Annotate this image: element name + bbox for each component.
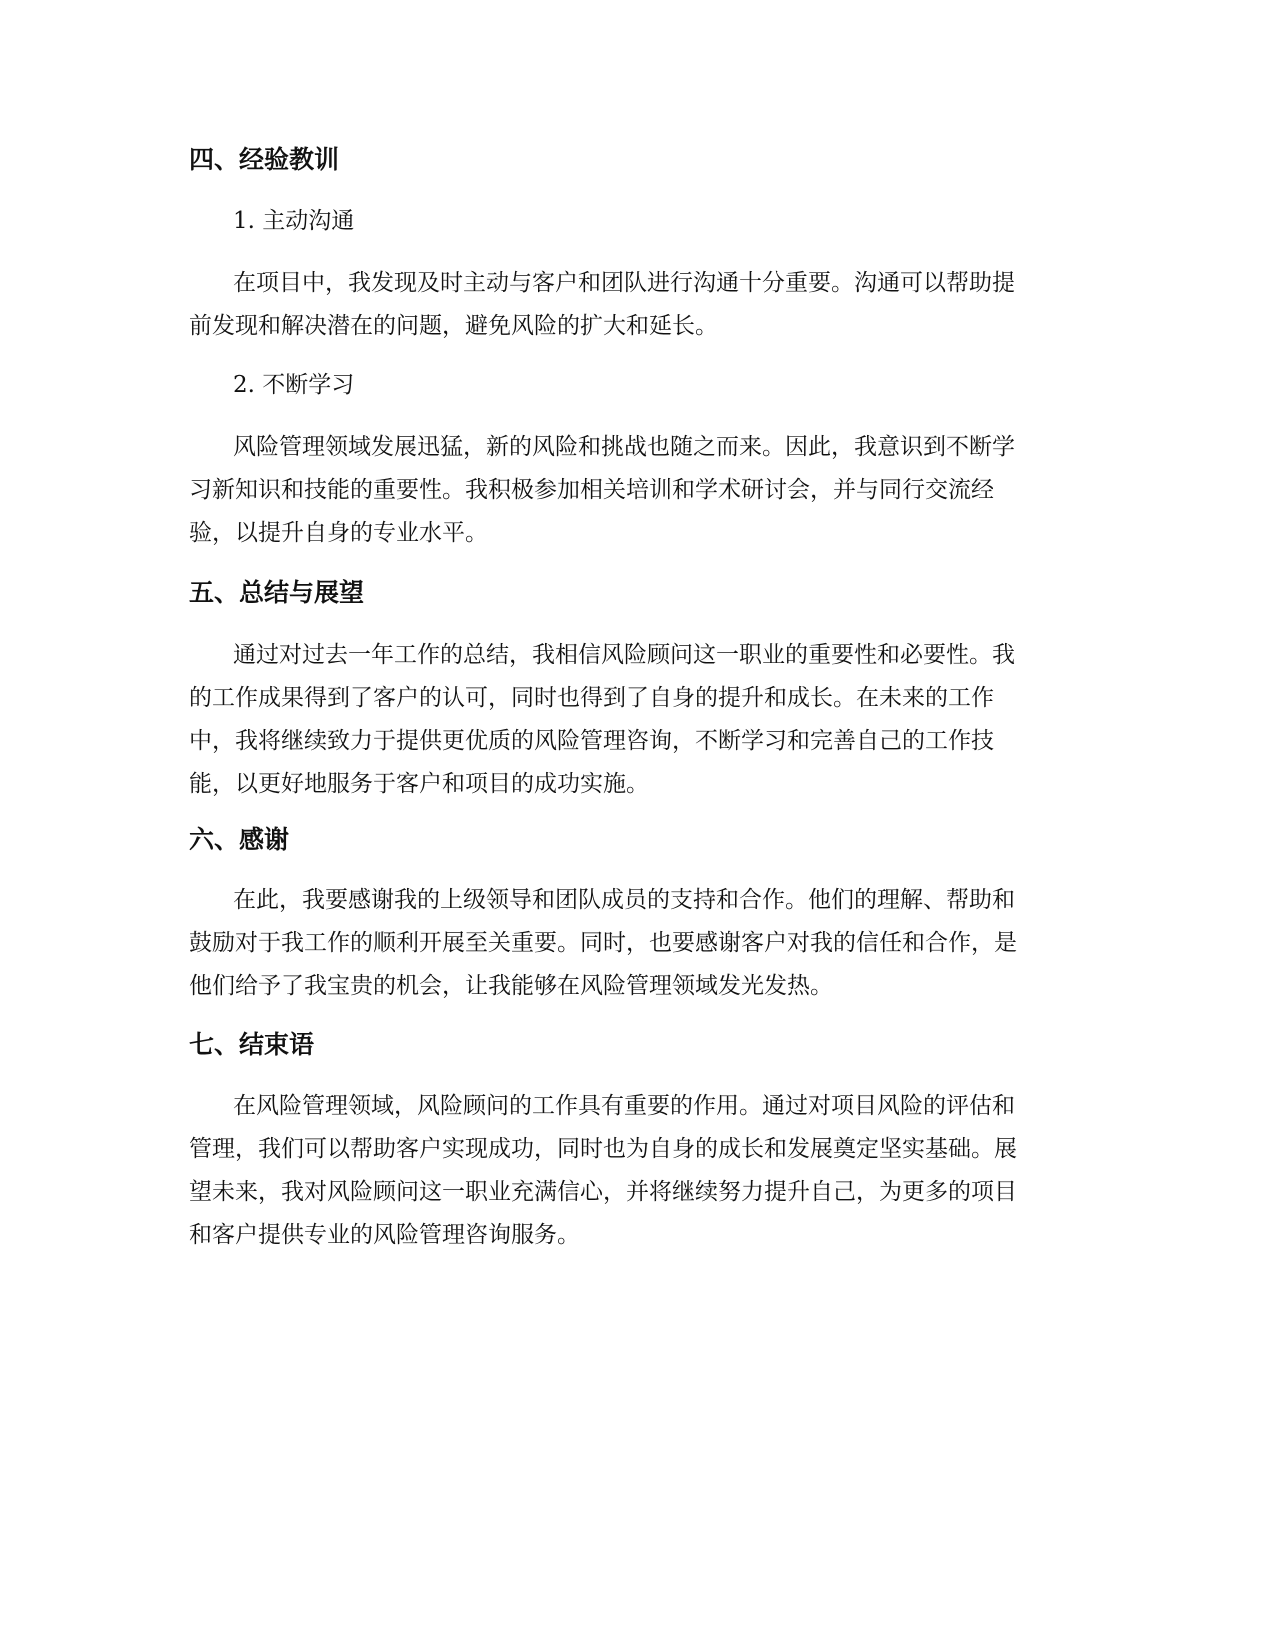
paragraph-continuous-learning <box>189 426 1089 555</box>
paragraph-line: 在此，我要感谢我的上级领导和团队成员的支持和合作。他们的理解、帮助和 <box>233 887 1015 913</box>
paragraph-line: 在项目中，我发现及时主动与客户和团队进行沟通十分重要。沟通可以帮助提 <box>233 270 1015 296</box>
paragraph-line: 望未来，我对风险顾问这一职业充满信心，并将继续努力提升自己，为更多的项目 <box>189 1179 1017 1205</box>
paragraph-proactive-communication <box>189 262 1089 348</box>
paragraph-line: 在风险管理领域，风险顾问的工作具有重要的作用。通过对项目风险的评估和 <box>233 1093 1015 1119</box>
section-heading-thanks: 六、感谢 <box>189 825 290 854</box>
paragraph-line: 管理，我们可以帮助客户实现成功，同时也为自身的成长和发展奠定坚实基础。展 <box>189 1136 1017 1162</box>
paragraph-line: 鼓励对于我工作的顺利开展至关重要。同时，也要感谢客户对我的信任和合作，是 <box>189 930 1017 956</box>
paragraph-line: 他们给予了我宝贵的机会，让我能够在风险管理领域发光发热。 <box>189 973 833 999</box>
paragraph-line: 中，我将继续致力于提供更优质的风险管理咨询，不断学习和完善自己的工作技 <box>189 728 994 754</box>
paragraph-line: 能，以更好地服务于客户和项目的成功实施。 <box>189 771 649 797</box>
subitem-continuous-learning: 2. 不断学习 <box>233 372 355 398</box>
section-heading-lessons: 四、经验教训 <box>189 145 340 174</box>
paragraph-conclusion <box>189 1085 1089 1257</box>
paragraph-line: 和客户提供专业的风险管理咨询服务。 <box>189 1222 580 1248</box>
paragraph-summary-outlook <box>189 634 1089 806</box>
paragraph-line: 风险管理领域发展迅猛，新的风险和挑战也随之而来。因此，我意识到不断学 <box>233 434 1015 460</box>
section-heading-conclusion: 七、结束语 <box>189 1030 315 1059</box>
paragraph-line: 通过对过去一年工作的总结，我相信风险顾问这一职业的重要性和必要性。我 <box>233 642 1015 668</box>
paragraph-line: 习新知识和技能的重要性。我积极参加相关培训和学术研讨会，并与同行交流经 <box>189 477 994 503</box>
subitem-proactive-communication: 1. 主动沟通 <box>233 208 355 234</box>
paragraph-thanks <box>189 879 1089 1008</box>
paragraph-line: 的工作成果得到了客户的认可，同时也得到了自身的提升和成长。在未来的工作 <box>189 685 994 711</box>
paragraph-line: 前发现和解决潜在的问题，避免风险的扩大和延长。 <box>189 313 718 339</box>
paragraph-line: 验，以提升自身的专业水平。 <box>189 520 488 546</box>
section-heading-summary-outlook: 五、总结与展望 <box>189 578 365 607</box>
